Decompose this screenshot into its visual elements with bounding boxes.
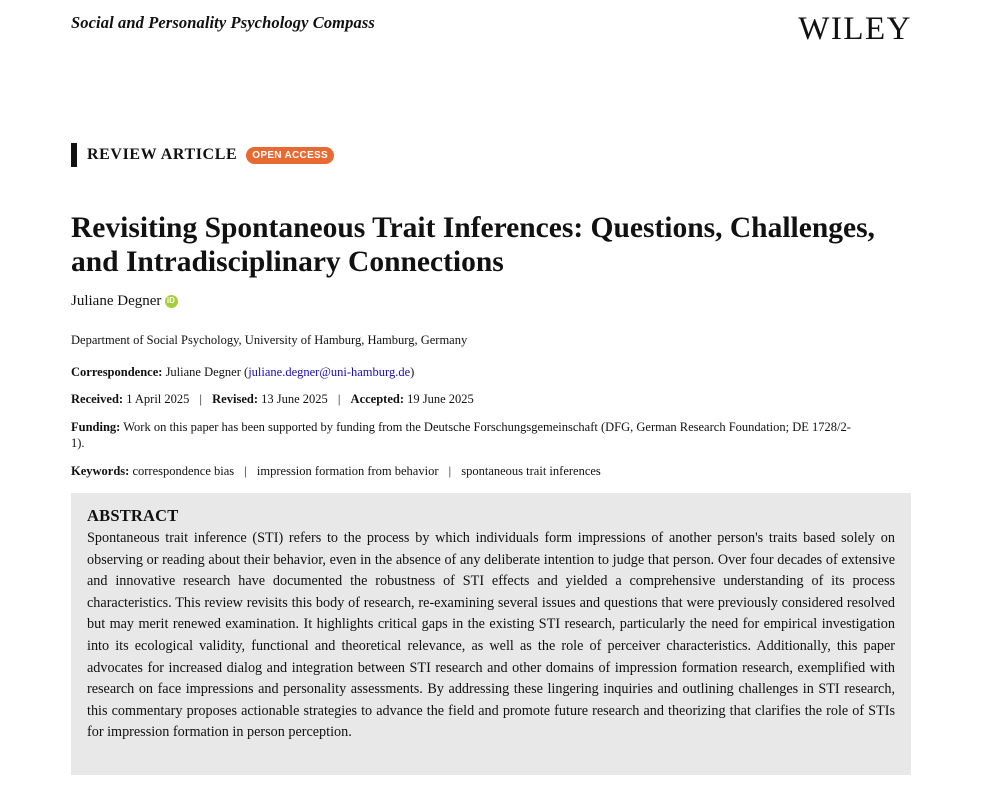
correspondence-label: Correspondence: — [71, 365, 163, 379]
keyword-item[interactable]: impression formation from behavior — [256, 464, 439, 478]
article-dates — [71, 391, 474, 407]
author-name[interactable]: Juliane Degner — [71, 293, 162, 309]
keywords — [71, 463, 601, 479]
open-access-badge: OPEN ACCESS — [246, 147, 334, 164]
received-date: 1 April 2025 — [126, 392, 190, 406]
correspondence-name: Juliane Degner — [165, 365, 241, 379]
received-label: Received: — [71, 392, 124, 406]
date-separator: | — [337, 392, 341, 406]
article-title: Revisiting Spontaneous Trait Inferences: Questions, Challenges, and Intradisciplinary Connections — [71, 212, 875, 278]
revised-label: Revised: — [212, 392, 258, 406]
article-type-row — [71, 143, 334, 167]
revised-date: 13 June 2025 — [261, 392, 328, 406]
keywords-label: Keywords: — [71, 464, 130, 478]
abstract-box — [71, 493, 911, 775]
orcid-icon[interactable] — [165, 295, 178, 308]
correspondence-email-link[interactable]: juliane.degner@uni-hamburg.de — [248, 365, 411, 379]
keyword-item[interactable]: spontaneous trait inferences — [461, 464, 601, 478]
funding-label: Funding: — [71, 420, 121, 434]
keyword-separator: | — [244, 464, 247, 478]
keyword-item[interactable]: correspondence bias — [132, 464, 235, 478]
keyword-separator: | — [448, 464, 452, 478]
journal-title: Social and Personality Psychology Compass — [71, 13, 375, 32]
accepted-date: 19 June 2025 — [407, 392, 474, 406]
abstract-text: Spontaneous trait inference (STI) refers to the process by which individuals form impressions of another person's traits based solely on observing or reading about their behavior, even in the absence of any deliberate intention to judge that person. Over four decades of extensive and innovative research have documented the robustness of STI effects and yielded a comprehensive understanding of its process characteristics. This review revisits this body of research, re-examining several issues and questions that were previously considered resolved but may merit renewed examination. It highlights critical gaps in the existing STI research, particularly the need for empirical investigation into its ecological validity, functional and theoretical relevance, as well as the role of perceiver characteristics. Additionally, this paper advocates for increased dialog and integration between STI research and other domains of impression formation research, exemplified with research on face impressions and personality assessments. By addressing these lingering inquiries and outlining challenges in STI research, this commentary proposes actionable strategies to advance the field and promote future research and theorizing that clarifies the role of STIs for impression formation in person perception. — [87, 530, 895, 741]
funding — [71, 419, 861, 451]
date-separator: | — [199, 392, 203, 406]
abstract-heading: ABSTRACT — [87, 506, 179, 525]
affiliation: Department of Social Psychology, University of Hamburg, Hamburg, Germany — [71, 333, 468, 347]
accepted-label: Accepted: — [350, 392, 404, 406]
author-row — [71, 293, 178, 310]
article-type-bar — [71, 143, 77, 167]
funding-text: Work on this paper has been supported by funding from the Deutsche Forschungsgemeinschaft (DFG, German Research Foundation; DE 1728/2-1). — [71, 420, 851, 450]
correspondence: Correspondence: Juliane Degner (juliane.degner@uni-hamburg.de) — [71, 365, 415, 379]
article-type-label: REVIEW ARTICLE — [87, 146, 238, 163]
publisher-logo: WILEY — [798, 11, 912, 47]
